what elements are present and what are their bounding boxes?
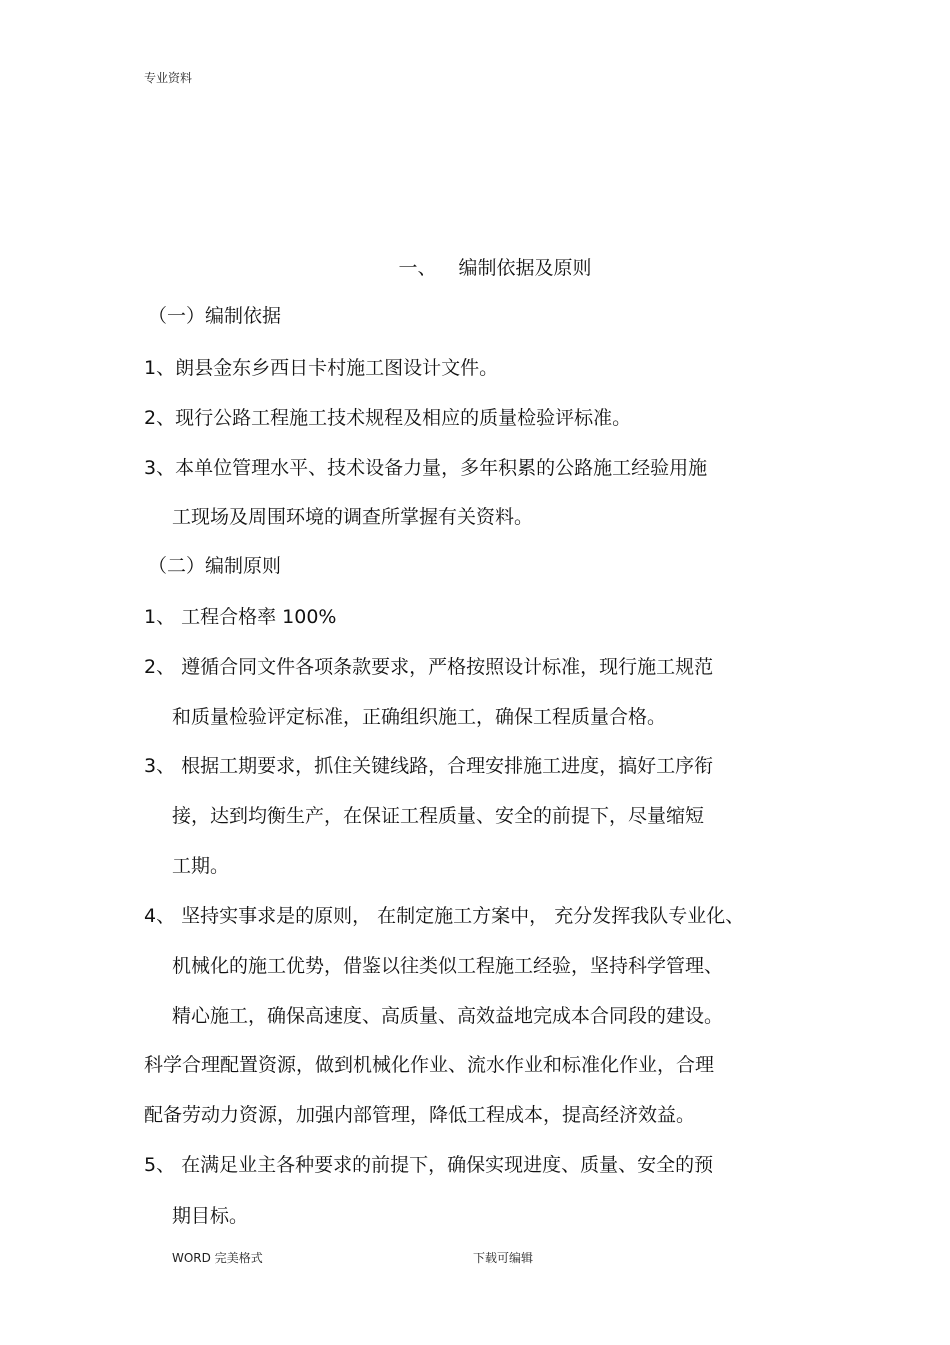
- principle-line-1: 1、 工程合格率 100%: [144, 606, 337, 628]
- basis-item-3: 3、本单位管理水平、技术设备力量，多年积累的公路施工经验用施: [144, 457, 708, 479]
- principle-line-3: 和质量检验评定标准，正确组织施工，确保工程质量合格。: [172, 706, 667, 728]
- principle-line-7: 4、 坚持实事求是的原则， 在制定施工方案中， 充分发挥我队专业化、: [144, 905, 745, 927]
- basis-item-2: 2、现行公路工程施工技术规程及相应的质量检验评标准。: [144, 407, 632, 429]
- footer-left: WORD 完美格式: [172, 1251, 263, 1265]
- section-number: 一、: [398, 257, 437, 279]
- section-heading: [0, 255, 950, 281]
- subheading-basis: （一）编制依据: [148, 305, 282, 327]
- principle-line-13: 期目标。: [172, 1205, 249, 1227]
- principle-line-11: 配备劳动力资源，加强内部管理，降低工程成本，提高经济效益。: [144, 1104, 696, 1126]
- subheading-principles: （二）编制原则: [148, 555, 282, 577]
- basis-item-1: 1、朗县金东乡西日卡村施工图设计文件。: [144, 357, 499, 379]
- principle-line-12: 5、 在满足业主各种要求的前提下，确保实现进度、质量、安全的预: [144, 1154, 714, 1176]
- header-note: 专业资料: [144, 71, 193, 85]
- principle-line-2: 2、 遵循合同文件各项条款要求，严格按照设计标准，现行施工规范: [144, 656, 714, 678]
- principle-line-8: 机械化的施工优势，借鉴以往类似工程施工经验，坚持科学管理、: [172, 955, 724, 977]
- basis-item-3-continued: 工现场及周围环境的调查所掌握有关资料。: [172, 506, 534, 528]
- principle-line-6: 工期。: [172, 855, 230, 877]
- section-title: 编制依据及原则: [458, 257, 592, 279]
- principle-line-5: 接，达到均衡生产，在保证工程质量、安全的前提下，尽量缩短: [172, 805, 705, 827]
- principle-line-4: 3、 根据工期要求，抓住关键线路，合理安排施工进度，搞好工序衔: [144, 755, 714, 777]
- principle-line-10: 科学合理配置资源，做到机械化作业、流水作业和标准化作业，合理: [144, 1054, 715, 1076]
- principle-line-9: 精心施工，确保高速度、高质量、高效益地完成本合同段的建设。: [172, 1005, 724, 1027]
- footer-right: 下载可编辑: [473, 1251, 534, 1265]
